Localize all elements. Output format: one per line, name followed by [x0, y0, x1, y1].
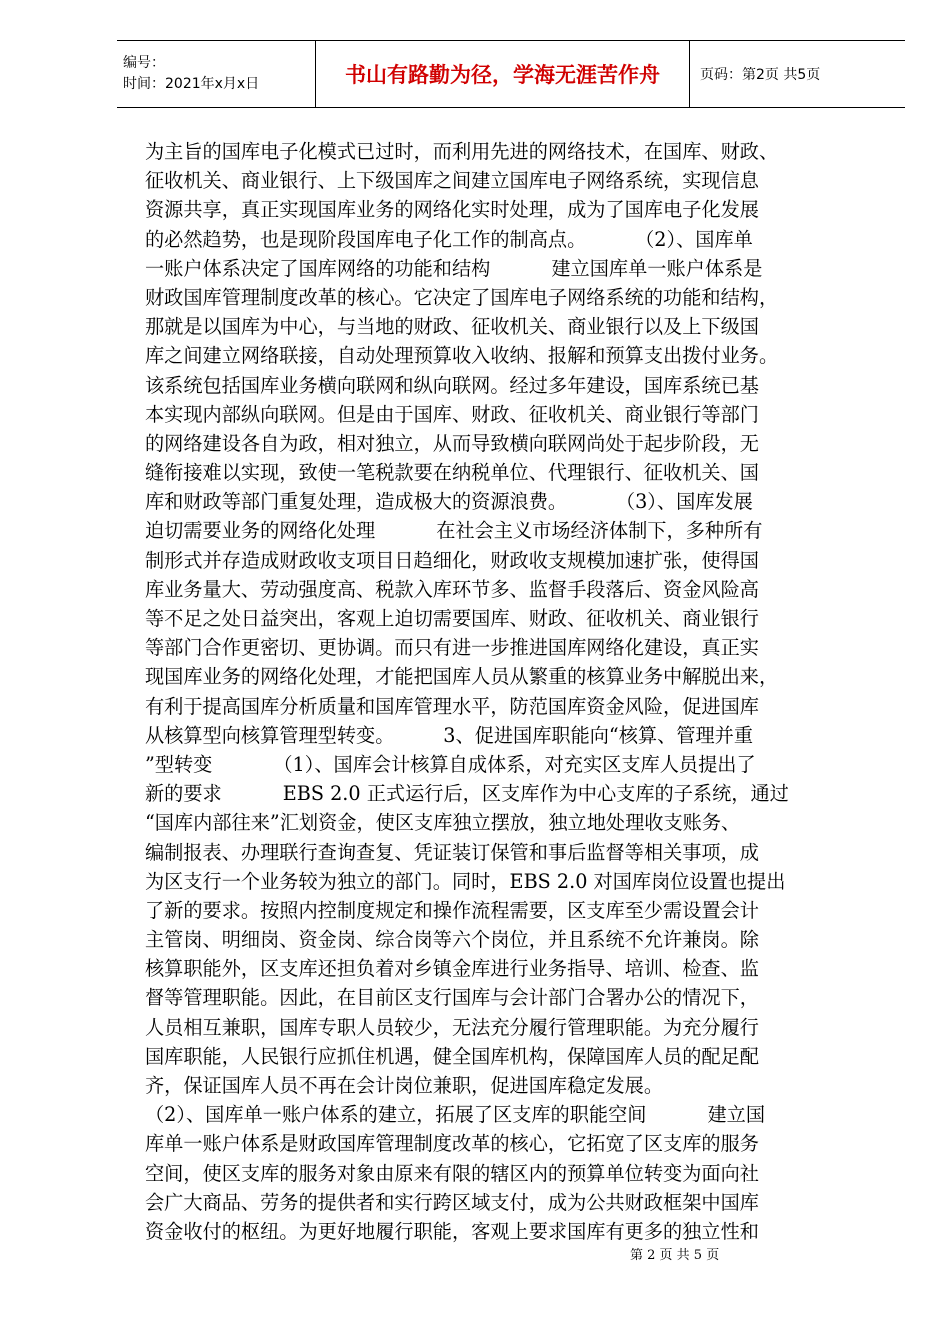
- body-line: “国库内部往来”汇划资金，使区支库独立摆放，独立地处理收支账务、: [145, 811, 741, 835]
- document-time-label: 时间：2021年x月x日: [123, 76, 260, 92]
- body-line: 征收机关、商业银行、上下级国库之间建立国库电子网络系统，实现信息: [145, 169, 759, 193]
- body-line: 国库职能，人民银行应抓住机遇，健全国库机构，保障国库人员的配足配: [145, 1044, 759, 1068]
- body-line: 新的要求 EBS 2.0 正式运行后，区支库作为中心支库的子系统，通过: [145, 782, 789, 806]
- body-line: 从核算型向核算管理型转变。 3、促进国库职能向“核算、管理并重: [145, 723, 754, 747]
- body-line: 等部门合作更密切、更协调。而只有进一步推进国库网络化建设，真正实: [145, 636, 759, 660]
- body-line: 的网络建设各自为政，相对独立，从而导致横向联网尚处于起步阶段，无: [145, 431, 759, 455]
- body-line: 核算职能外，区支库还担负着对乡镇金库进行业务指导、培训、检查、监: [145, 957, 759, 981]
- body-line: 财政国库管理制度改革的核心。它决定了国库电子网络系统的功能和结构，: [145, 285, 779, 309]
- footer-page-number: 第 2 页 共 5 页: [630, 1248, 720, 1263]
- body-line: 空间，使区支库的服务对象由原来有限的辖区内的预算单位转变为面向社: [145, 1161, 759, 1185]
- body-line: 齐，保证国库人员不再在会计岗位兼职，促进国库稳定发展。: [145, 1074, 664, 1097]
- body-line: 编制报表、办理联行查询查复、凭证装订保管和事后监督等相关事项，成: [145, 840, 759, 864]
- body-line: 为主旨的国库电子化模式已过时，而利用先进的网络技术，在国库、财政、: [145, 140, 779, 163]
- document-body: [145, 137, 870, 1246]
- page-header: [117, 40, 905, 108]
- header-motto: [316, 41, 690, 107]
- body-line: 库和财政等部门重复处理，造成极大的资源浪费。 （3）、国库发展: [145, 490, 753, 514]
- body-line: 会广大商品、劳务的提供者和实行跨区域支付，成为公共财政框架中国库: [145, 1190, 759, 1214]
- body-line: 库单一账户体系是财政国库管理制度改革的核心，它拓宽了区支库的服务: [145, 1132, 759, 1156]
- body-line: 为区支行一个业务较为独立的部门。同时，EBS 2.0 对国库岗位设置也提出: [145, 869, 786, 893]
- body-line: 主管岗、明细岗、资金岗、综合岗等六个岗位，并且系统不允许兼岗。除: [145, 928, 759, 952]
- body-line: 缝衔接难以实现，致使一笔税款要在纳税单位、代理银行、征收机关、国: [145, 461, 759, 485]
- body-line: 该系统包括国库业务横向联网和纵向联网。经过多年建设，国库系统已基: [145, 373, 759, 397]
- motto-text: 书山有路勤为径，学海无涯苦作舟: [345, 63, 660, 87]
- body-line: 库之间建立网络联接，自动处理预算收入收纳、报解和预算支出拨付业务。: [145, 344, 779, 368]
- body-line: 了新的要求。按照内控制度规定和操作流程需要，区支库至少需设置会计: [145, 898, 759, 922]
- body-line: （2）、国库单一账户体系的建立，拓展了区支库的职能空间 建立国: [145, 1103, 766, 1127]
- document-number-label: 编号：: [123, 55, 165, 71]
- body-line: 人员相互兼职，国库专职人员较少，无法充分履行管理职能。为充分履行: [145, 1015, 759, 1039]
- body-line: 那就是以国库为中心，与当地的财政、征收机关、商业银行以及上下级国: [145, 315, 759, 339]
- page-number-label: 页码：第2页 共5页: [700, 67, 821, 83]
- body-line: 等不足之处日益突出，客观上迫切需要国库、财政、征收机关、商业银行: [145, 607, 759, 630]
- body-line: 迫切需要业务的网络化处理 在社会主义市场经济体制下，多种所有: [145, 519, 763, 543]
- body-line: 现国库业务的网络化处理，才能把国库人员从繁重的核算业务中解脱出来，: [145, 665, 779, 689]
- body-line: 制形式并存造成财政收支项目日趋细化，财政收支规模加速扩张，使得国: [145, 548, 759, 572]
- body-line: 库业务量大、劳动强度高、税款入库环节多、监督手段落后、资金风险高: [145, 577, 759, 601]
- body-line: 督等管理职能。因此，在目前区支行国库与会计部门合署办公的情况下，: [145, 986, 759, 1010]
- header-meta: [117, 41, 316, 107]
- body-line: 资源共享，真正实现国库业务的网络化实时处理，成为了国库电子化发展: [145, 198, 759, 222]
- body-line: 资金收付的枢纽。为更好地履行职能，客观上要求国库有更多的独立性和: [145, 1219, 759, 1243]
- body-line: 本实现内部纵向联网。但是由于国库、财政、征收机关、商业银行等部门: [145, 402, 759, 426]
- body-line: 有利于提高国库分析质量和国库管理水平，防范国库资金风险，促进国库: [145, 694, 759, 718]
- header-page-info: [690, 41, 905, 107]
- body-line: ”型转变 （1）、国库会计核算自成体系，对充实区支库人员提出了: [145, 752, 756, 776]
- body-line: 的必然趋势，也是现阶段国库电子化工作的制高点。 （2）、国库单: [145, 227, 753, 251]
- body-line: 一账户体系决定了国库网络的功能和结构 建立国库单一账户体系是: [145, 256, 763, 280]
